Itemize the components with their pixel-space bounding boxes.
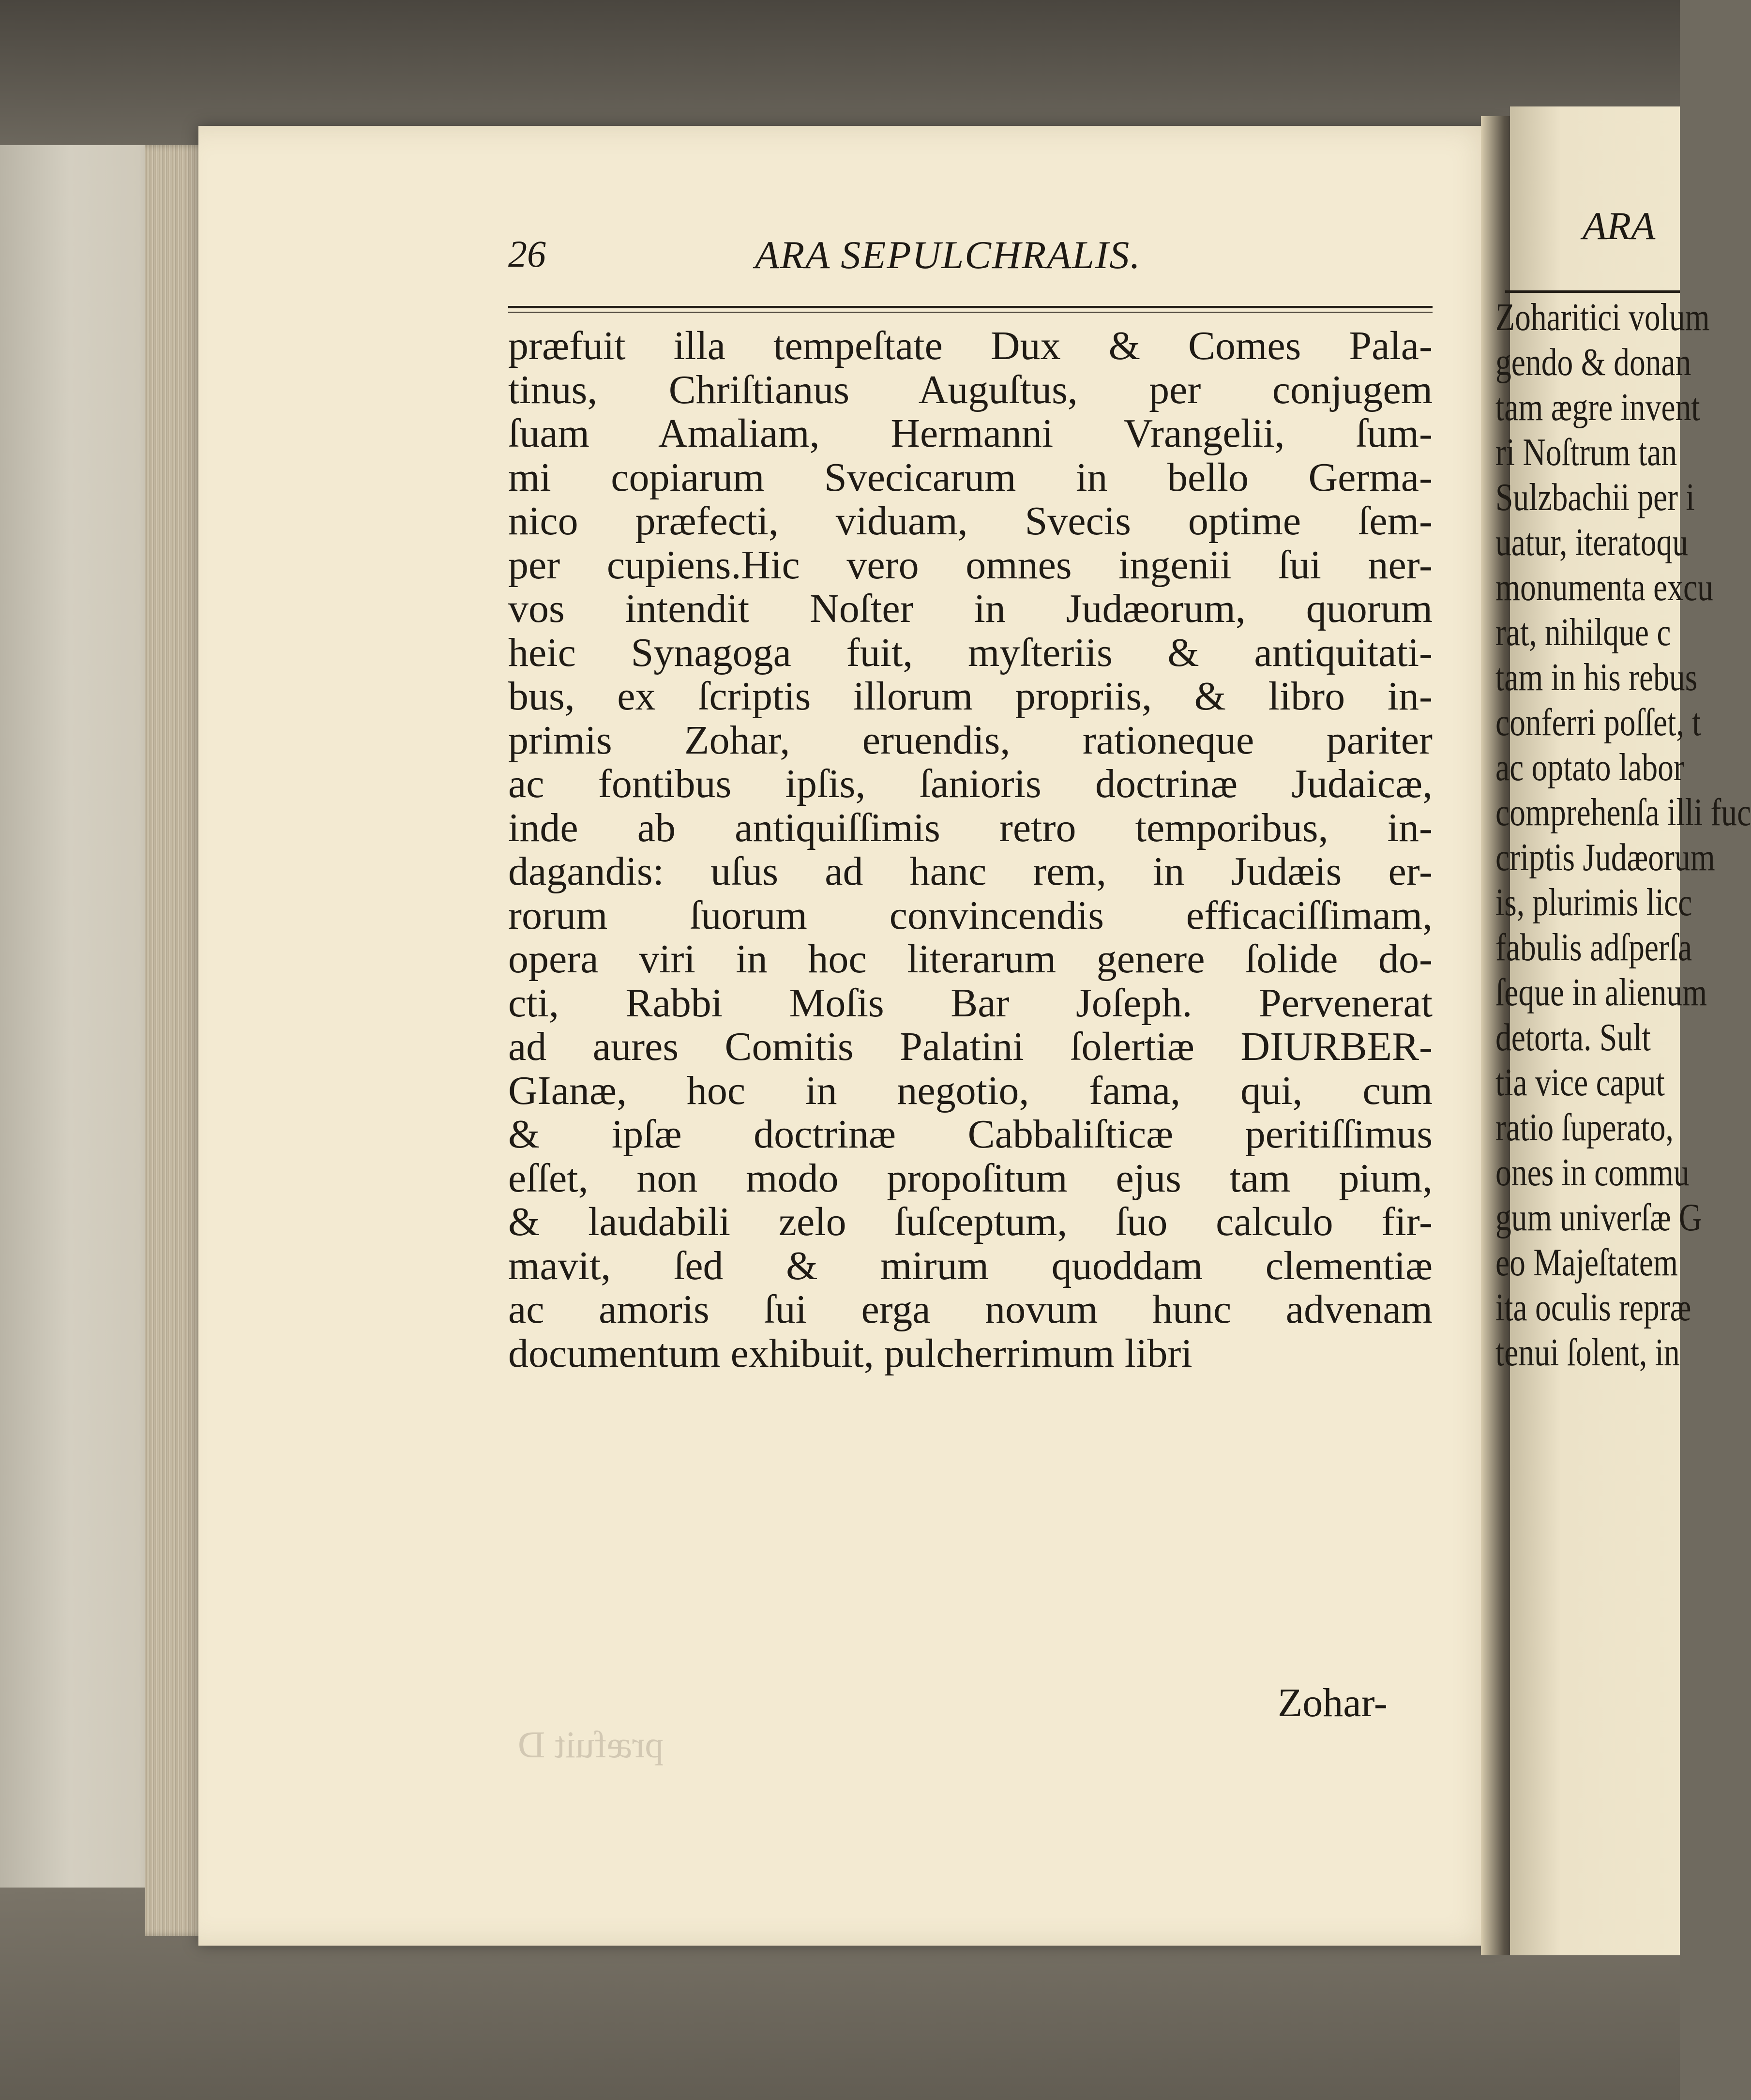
next-page-text-line: gendo & donan: [1495, 341, 1691, 384]
text-line: mi copiarum Svecicarum in bello Germa-: [508, 454, 1433, 500]
text-line: heic Synagoga fuit, myſteriis & antiquitati-: [508, 630, 1433, 675]
next-page-text-line: tenui ſolent, in: [1495, 1331, 1680, 1374]
head-rule-thin: [508, 312, 1433, 313]
text-line: per cupiens.Hic vero omnes ingenii ſui ner-: [508, 542, 1433, 588]
bleed-through-text: præfuit D: [518, 1723, 664, 1766]
text-line: vos intendit Noſter in Judæorum, quorum: [508, 586, 1433, 631]
next-page-text-line: conferri poſſet, t: [1495, 701, 1701, 744]
next-page-text-line: uatur, iteratoqu: [1495, 521, 1689, 564]
text-line: mavit, ſed & mirum quoddam clementiæ: [508, 1243, 1433, 1288]
text-line: ſuam Amaliam, Hermanni Vrangelii, ſum-: [508, 411, 1433, 456]
next-page-text-line: eo Majeſtatem: [1495, 1241, 1678, 1284]
text-line: & ipſæ doctrinæ Cabbaliſticæ peritiſſimus: [508, 1112, 1433, 1157]
next-page-running-head: ARA: [1583, 204, 1656, 248]
text-line: nico præfecti, viduam, Svecis optime ſem-: [508, 499, 1433, 544]
next-page-text-line: tam ægre invent: [1495, 386, 1700, 429]
next-page-text-line: ac optato labor: [1495, 746, 1684, 789]
head-rule: [508, 306, 1433, 308]
running-head: [508, 232, 1433, 290]
text-line: eſſet, non modo propoſitum ejus tam pium,: [508, 1155, 1433, 1201]
text-line: dagandis: uſus ad hanc rem, in Judæis er-: [508, 849, 1433, 894]
text-line: ac amoris ſui erga novum hunc advenam: [508, 1287, 1433, 1332]
next-page-text-line: comprehenſa illi fuc: [1495, 791, 1751, 834]
text-line: cti, Rabbi Moſis Bar Joſeph. Pervenerat: [508, 980, 1433, 1026]
body-text: [508, 324, 1433, 1375]
text-line: inde ab antiquiſſimis retro temporibus, in-: [508, 805, 1433, 850]
text-line: documentum exhibuit, pulcherrimum libri: [508, 1330, 1192, 1376]
next-page-text-line: tia vice caput: [1495, 1061, 1665, 1104]
text-line: rorum ſuorum convincendis efficaciſſimam,: [508, 892, 1433, 938]
next-page-text-line: ita oculis repræ: [1495, 1286, 1691, 1329]
text-line: GIanæ, hoc in negotio, fama, qui, cum: [508, 1068, 1433, 1113]
next-page-text: [1495, 295, 1751, 1375]
running-title: ARA SEPULCHRALIS.: [755, 233, 1141, 277]
next-page-text-line: Zoharitici volum: [1495, 296, 1710, 339]
next-page-text-line: Sulzbachii per i: [1495, 476, 1695, 519]
text-line: primis Zohar, eruendis, rationeque pariter: [508, 717, 1433, 763]
next-page-text-line: criptis Judæorum: [1495, 836, 1715, 879]
next-page-text-line: fabulis adſperſa: [1495, 926, 1692, 969]
next-page-text-line: ri Noſtrum tan: [1495, 431, 1677, 474]
text-line: præfuit illa tempeſtate Dux & Comes Pala-: [508, 323, 1433, 368]
next-page-text-line: ones in commu: [1495, 1151, 1690, 1194]
text-line: ad aures Comitis Palatini ſolertiæ DIURBER-: [508, 1024, 1433, 1069]
next-page-text-line: ratio ſuperato,: [1495, 1106, 1674, 1149]
next-page-text-line: ſeque in alienum: [1495, 971, 1707, 1014]
next-page-text-line: is, plurimis licc: [1495, 881, 1692, 924]
text-line: tinus, Chriſtianus Auguſtus, per conjugem: [508, 367, 1433, 412]
text-line: opera viri in hoc literarum genere ſolide do-: [508, 937, 1433, 982]
next-page-text-line: tam in his rebus: [1495, 656, 1698, 699]
background-top: [0, 0, 1680, 145]
text-line: ac fontibus ipſis, ſanioris doctrinæ Judaicæ,: [508, 761, 1433, 806]
page-number: 26: [508, 233, 546, 275]
text-line: bus, ex ſcriptis illorum propriis, & libro in-: [508, 674, 1433, 719]
text-line: & laudabili zelo ſuſceptum, ſuo calculo fir-: [508, 1199, 1433, 1244]
next-page-text-line: detorta. Sult: [1495, 1016, 1651, 1059]
next-page-text-line: rat, nihilque c: [1495, 611, 1671, 654]
catchword: Zohar-: [1278, 1680, 1388, 1725]
next-page-head-rule: [1505, 290, 1680, 293]
next-page-text-line: monumenta excu: [1495, 566, 1713, 609]
next-page-text-line: gum univerſæ G: [1495, 1196, 1702, 1239]
